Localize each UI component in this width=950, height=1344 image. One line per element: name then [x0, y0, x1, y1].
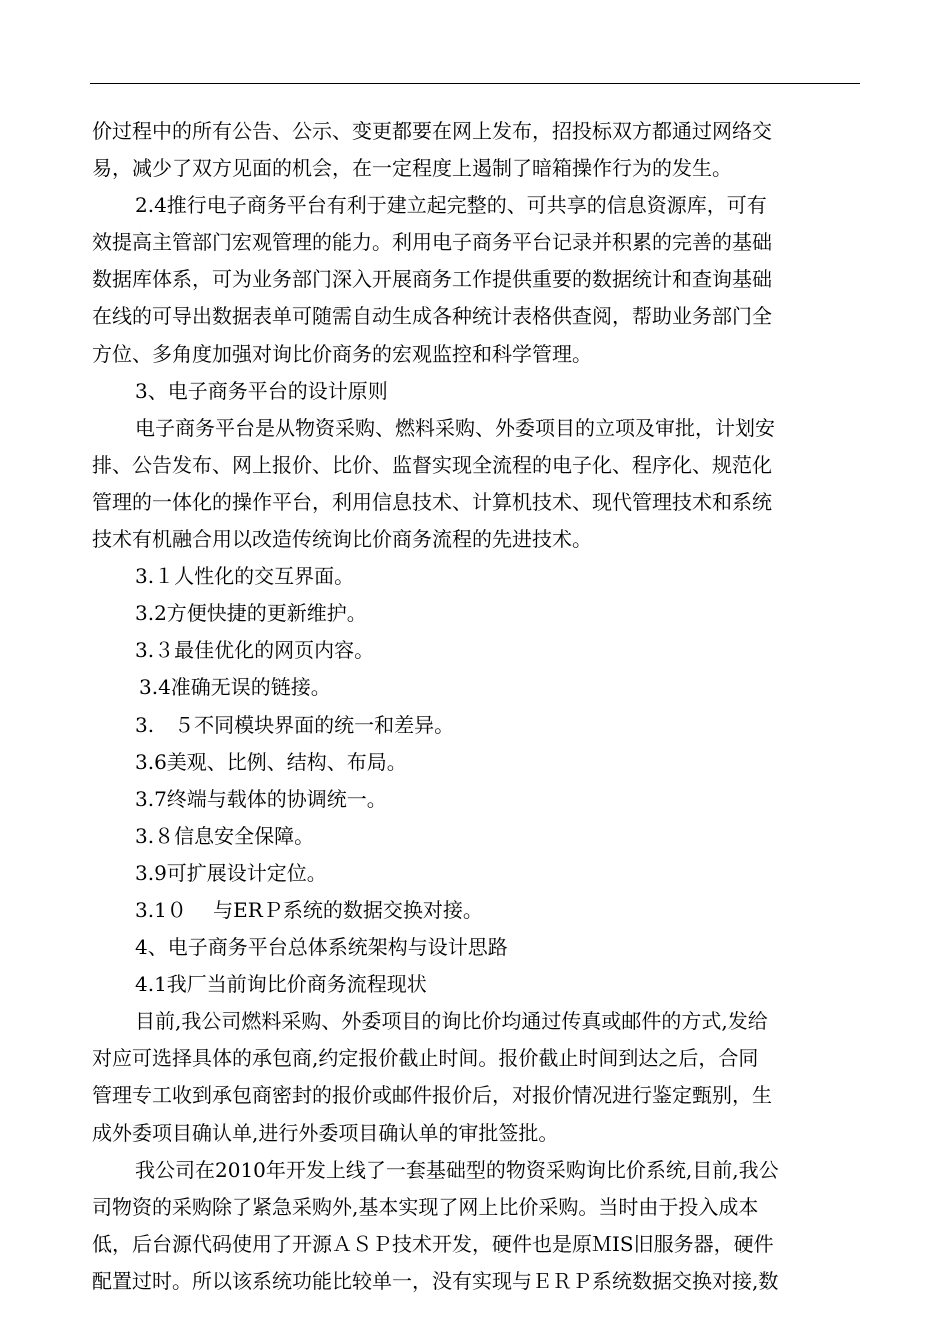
- text-line: 成外委项目确认单,进行外委项目确认单的审批签批。: [92, 1120, 559, 1145]
- list-item: 3.6美观、比例、结构、布局。: [135, 749, 407, 774]
- text-line: 司物资的采购除了紧急采购外,基本实现了网上比价采购。当时由于投入成本: [92, 1194, 759, 1219]
- text-line: 2.4推行电子商务平台有利于建立起完整的、可共享的信息资源库，可有: [135, 193, 767, 218]
- section-heading: 4、电子商务平台总体系统架构与设计思路: [135, 935, 508, 960]
- list-item: 3. ５不同模块界面的统一和差异。: [135, 712, 455, 737]
- list-item: 3.9可扩展设计定位。: [135, 860, 327, 885]
- list-item: 3.2方便快捷的更新维护。: [135, 601, 367, 626]
- list-item: 3.1０ 与ERＰ系统的数据交换对接。: [135, 897, 483, 922]
- text-line: 管理的一体化的操作平台，利用信息技术、计算机技术、现代管理技术和系统: [92, 489, 772, 514]
- list-item: 3.３最佳优化的网页内容。: [135, 638, 375, 663]
- subsection-heading: 4.1我厂当前询比价商务流程现状: [135, 972, 427, 997]
- list-item: 3.7终端与载体的协调统一。: [135, 786, 387, 811]
- text-line: 我公司在2010年开发上线了一套基础型的物资采购询比价系统,目前,我公: [135, 1157, 779, 1182]
- text-line: 方位、多角度加强对询比价商务的宏观监控和科学管理。: [92, 341, 592, 366]
- header-rule: [90, 83, 860, 84]
- list-item: 3.4准确无误的链接。: [139, 675, 331, 700]
- text-line: 技术有机融合用以改造传统询比价商务流程的先进技术。: [92, 527, 592, 552]
- list-item: 3.１人性化的交互界面。: [135, 564, 355, 589]
- text-line: 配置过时。所以该系统功能比较单一，没有实现与ＥＲＰ系统数据交换对接,数: [92, 1268, 779, 1293]
- text-line: 在线的可导出数据表单可随需自动生成各种统计表格供查阅，帮助业务部门全: [92, 304, 772, 329]
- text-line: 效提高主管部门宏观管理的能力。利用电子商务平台记录并积累的完善的基础: [92, 230, 772, 255]
- list-item: 3.８信息安全保障。: [135, 823, 315, 848]
- text-line: 低，后台源代码使用了开源ＡＳＰ技术开发，硬件也是原ＭIS旧服务器，硬件: [92, 1231, 774, 1256]
- text-line: 排、公告发布、网上报价、比价、监督实现全流程的电子化、程序化、规范化: [92, 452, 772, 477]
- text-line: 数据库体系，可为业务部门深入开展商务工作提供重要的数据统计和查询基础: [92, 267, 772, 292]
- text-line: 易，减少了双方见面的机会，在一定程度上遏制了暗箱操作行为的发生。: [92, 156, 732, 181]
- text-line: 管理专工收到承包商密封的报价或邮件报价后，对报价情况进行鉴定甄别，生: [92, 1083, 772, 1108]
- text-line: 价过程中的所有公告、公示、变更都要在网上发布，招投标双方都通过网络交: [92, 119, 772, 143]
- text-line: 目前,我公司燃料采购、外委项目的询比价均通过传真或邮件的方式,发给: [135, 1009, 768, 1034]
- text-line: 对应可选择具体的承包商,约定报价截止时间。报价截止时间到达之后，合同: [92, 1046, 759, 1071]
- text-line: 电子商务平台是从物资采购、燃料采购、外委项目的立项及审批，计划安: [135, 415, 775, 440]
- body-text: [92, 113, 860, 1300]
- section-heading: 3、电子商务平台的设计原则: [135, 378, 388, 403]
